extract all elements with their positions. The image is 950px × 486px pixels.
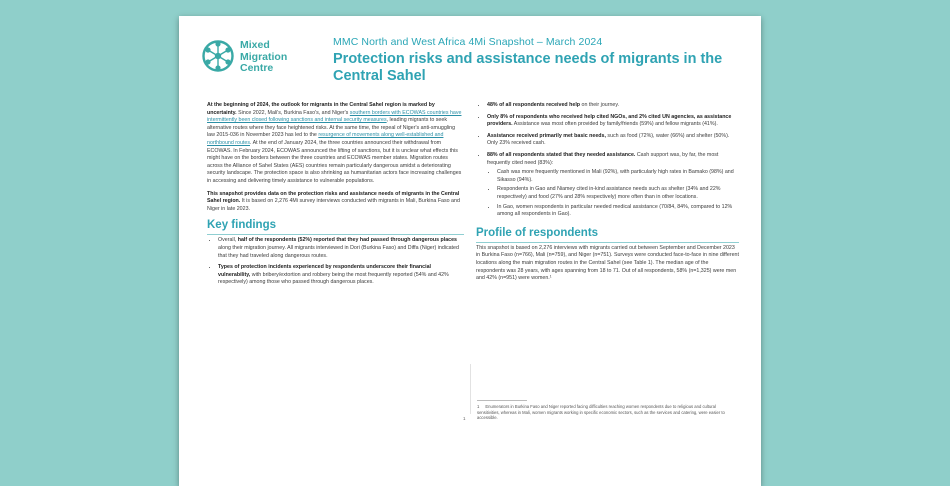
finding-text: with bribery/extortion and robbery being the most frequently reported (54% and 42% respectively) among those who passed through dangerous places. [218, 271, 449, 286]
finding-text: such as food (72%), water (66%) and shelter (50%). Only 23% received cash. [487, 132, 730, 147]
page-title: Protection risks and assistance needs of migrants in the Central Sahel [333, 51, 723, 84]
sub-finding-item: • Respondents in Gao and Niamey cited in-kind assistance needs such as shelter (34% and 22% respectively) and food (27% and 28% respectively) more often than in other locations. [497, 186, 739, 201]
footnote-rule [477, 400, 527, 401]
key-findings-list [207, 237, 464, 287]
column-divider [470, 364, 471, 414]
finding-item [218, 237, 464, 260]
scope-text: It is based on 2,276 4Mi survey interviews conducted with migrants in Mali, Burkina Faso and Niger in late 2023. [207, 198, 460, 212]
resurgence-link[interactable]: resurgence of movements along well-established and northbound routes [207, 132, 444, 146]
profile-heading: Profile of respondents [476, 227, 739, 243]
finding-bold: Only 8% of respondents who received help cited NGOs, and 2% cited UN agencies, as assistance providers. [487, 113, 732, 128]
border-closures-link[interactable]: southern borders with ECOWAS countries have intermittently been closed following sanctions and internal security measures [207, 109, 462, 124]
finding-text: on their journey. [580, 102, 620, 108]
intro-lead: At the beginning of 2024, the outlook for migrants in the Central Sahel region is marked by uncertainty. [207, 102, 435, 116]
finding-text: Overall, [218, 237, 238, 244]
finding-bold: 48% of all respondents received help [487, 102, 581, 108]
finding-text: along their migration journey. All migrants interviewed in Dori (Burkina Faso) and Diffa (Niger) indicated that they had traveled along dangerous routes. [218, 244, 459, 259]
assistance-findings-list [476, 102, 739, 219]
finding-item [218, 264, 464, 287]
logo-line-2: Migration [240, 50, 288, 63]
finding-text: Assistance was most often provided by family/friends (59%) and fellow migrants (41%). [512, 121, 718, 128]
finding-bold: half of the respondents (52%) reported that they had passed through dangerous places [237, 237, 457, 244]
intro-text-b: , leading migrants to seek alternative routes where they face heightened risks. At the same time, the repeal of Niger's anti-smuggling law 2015-036 in November 2023 has led to the [207, 117, 456, 139]
intro-paragraph [207, 102, 464, 186]
finding-item [487, 114, 739, 129]
finding-item [487, 152, 739, 219]
key-findings-heading: Key findings [207, 219, 464, 235]
mmc-logo [201, 39, 321, 89]
sub-finding-item: • Cash was more frequently mentioned in Mali (92%), with particularly high rates in Bamako (98%) and Sikasso (94%). [497, 169, 739, 184]
footnote-number: 1 [477, 404, 480, 409]
logo-line-3: Centre [240, 62, 274, 74]
sub-finding-item: • In Gao, women respondents in particular needed medical assistance (70/84, 84%, compared to 12% among all respondents in Gao). [497, 204, 739, 219]
page-number: 1 [463, 416, 466, 421]
finding-bold: Types of protection incidents experienced by respondents underscore their financial vulnerability, [218, 264, 432, 278]
footnote [477, 404, 739, 421]
needs-sublist [487, 169, 739, 219]
right-column [476, 102, 739, 283]
finding-item [487, 133, 739, 148]
document-page [179, 16, 761, 486]
finding-item [487, 102, 739, 110]
mmc-logo-icon [201, 39, 235, 73]
snapshot-scope-paragraph [207, 191, 464, 214]
profile-paragraph: This snapshot is based on 2,276 interviews with migrants carried out between September and December 2023 in Burkina Faso (n=766), Mali (n=759), and Niger (n=751). Surveys were conducted face-to-face in nine different locations along the main migration routes in the Central Sahel (see Table 1). The median age of the respondents was 28 years, with ages spanning from 18 to 71. Out of all respondents, 58% (n=1,325) were men and 42% (n=951) were women.¹ [476, 244, 739, 282]
intro-text-a: Since 2022, Mali's, Burkina Faso's, and Niger's [236, 109, 350, 116]
scope-lead: This snapshot provides data on the protection risks and assistance needs of migrants in the Central Sahel region. [207, 190, 460, 205]
header [333, 36, 745, 85]
snapshot-title: MMC North and West Africa 4Mi Snapshot – March 2024 [333, 36, 603, 48]
logo-line-1: Mixed [240, 39, 270, 51]
left-column [207, 102, 464, 291]
footnote-text: Enumerators in Burkina Faso and Niger reported facing difficulties reaching women respondents due to religious and cultural sensitivities, whereas in Mali, women migrants working in specific economic sectors, such as the services and catering, were easier to accessible. [477, 404, 725, 421]
finding-bold: 88% of all respondents stated that they needed assistance. [487, 151, 636, 158]
finding-text: Cash support was, by far, the most frequently cited need (83%): [487, 151, 719, 166]
logo-wordmark [240, 40, 287, 75]
finding-bold: Assistance received primarily met basic needs, [487, 132, 606, 139]
intro-text-c: . At the end of January 2024, the three countries announced their withdrawal from ECOWAS. In February 2024, ECOWAS announced the lifting of sanctions, but it is unclear what effects this might have on the borders between the three countries and ECOWAS member states. Migration routes across the Alliance of Sahel States (AES) countries remain particularly dangerous amidst a deteriorating security landscape. The protection space is also shrinking as humanitarian actors face increasing challenges in accessing and delivering timely assistance to vulnerable populations. [207, 139, 462, 184]
